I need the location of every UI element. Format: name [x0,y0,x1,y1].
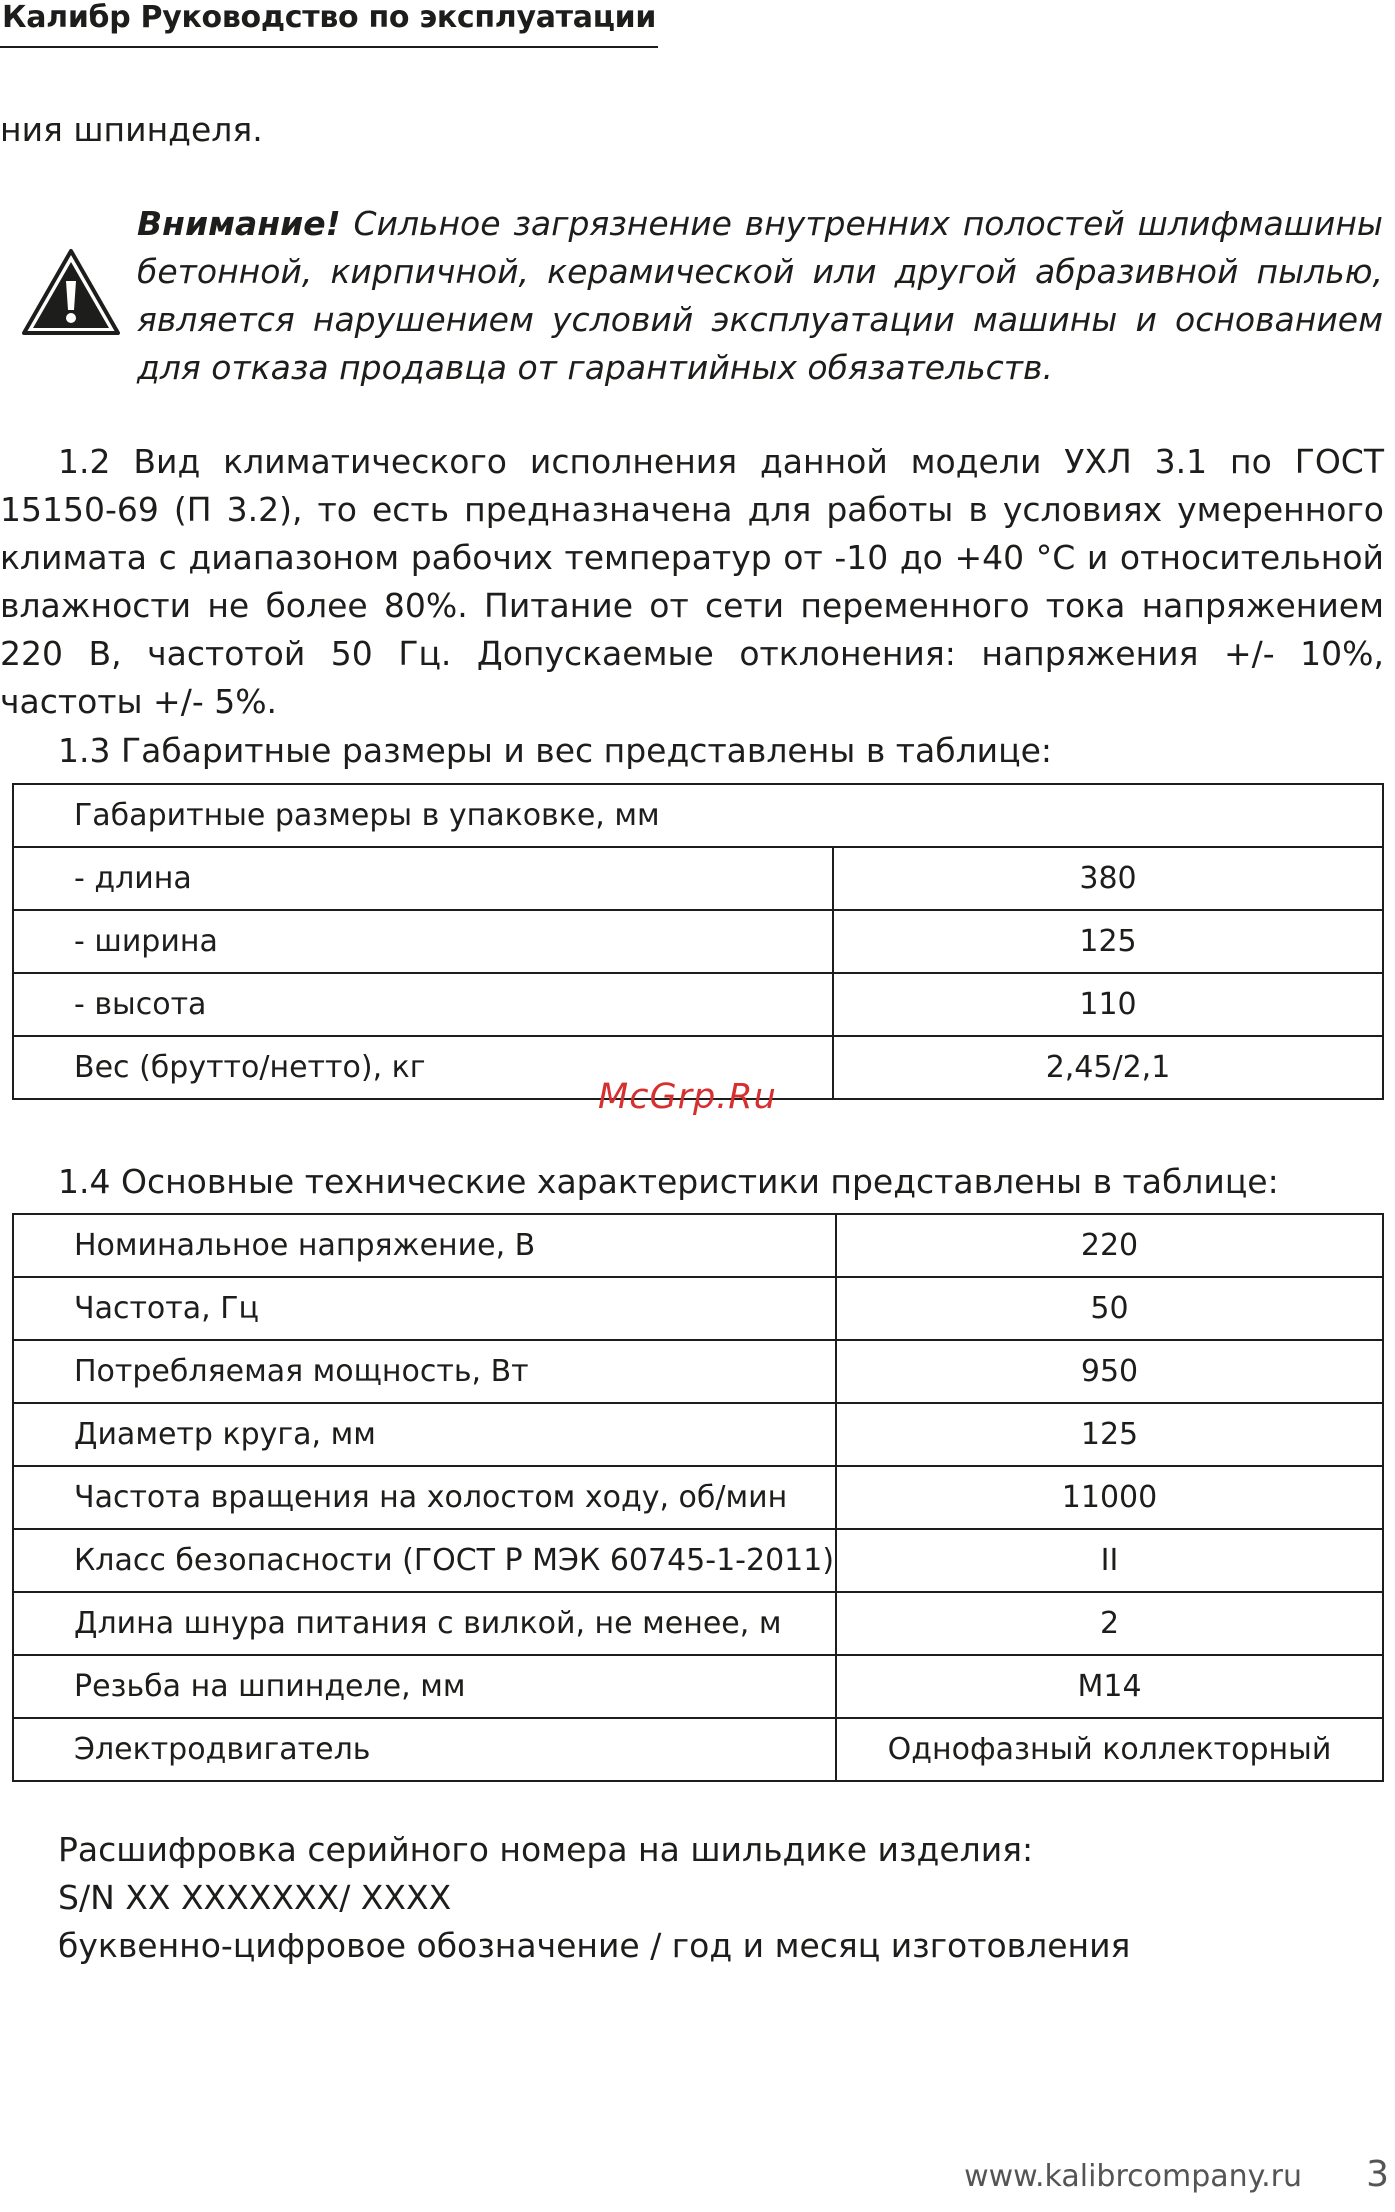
table-row [13,1403,1383,1466]
row-value: 125 [836,1403,1383,1466]
row-value: 950 [836,1340,1383,1403]
row-label: Резьба на шпинделе, мм [13,1655,836,1718]
warning-lead: Внимание! [137,204,341,243]
table-row [13,1340,1383,1403]
table-row [13,1718,1383,1781]
table-row [13,1466,1383,1529]
row-label: - ширина [13,910,833,973]
serial-line-format: S/N XX XXXXXXX/ XXXX [58,1878,452,1917]
row-value: 110 [833,973,1383,1036]
page-header [0,0,658,48]
table-1-4-caption: 1.4 Основные технические характеристики представлены в таблице: [58,1162,1279,1201]
warning-body: Сильное загрязнение внутренних полостей шлифмашины бетонной, кирпичной, керамической или другой абразивной пылью, является нарушением условий эксплуатации машины и основанием для отказа продавца от гарантийных обязательств. [137,204,1383,387]
row-value: M14 [836,1655,1383,1718]
table-row [13,1655,1383,1718]
row-label: Вес (брутто/нетто), кг [13,1036,833,1099]
table-row [13,1529,1383,1592]
row-value: 2,45/2,1 [833,1036,1383,1099]
serial-number-info [58,1826,1130,1970]
table-row [13,1592,1383,1655]
row-value: 2 [836,1592,1383,1655]
row-label: Класс безопасности (ГОСТ Р МЭК 60745-1-2011) [13,1529,836,1592]
continuation-text: ния шпинделя. [0,110,263,149]
row-value: 11000 [836,1466,1383,1529]
warning-triangle-icon [20,247,122,337]
watermark: McGrp.Ru [598,1077,777,1117]
row-label: - длина [13,847,833,910]
row-value: 220 [836,1214,1383,1277]
table-1-3-caption: 1.3 Габаритные размеры и вес представлены в таблице: [58,731,1053,770]
table-row [13,973,1383,1036]
row-label: Длина шнура питания с вилкой, не менее, м [13,1592,836,1655]
row-label: - высота [13,973,833,1036]
row-label: Потребляемая мощность, Вт [13,1340,836,1403]
row-value: II [836,1529,1383,1592]
row-value: 125 [833,910,1383,973]
row-value: Однофазный коллекторный [836,1718,1383,1781]
serial-line-title: Расшифровка серийного номера на шильдике изделия: [58,1830,1034,1869]
row-label: Электродвигатель [13,1718,836,1781]
row-label: Номинальное напряжение, В [13,1214,836,1277]
row-label: Частота вращения на холостом ходу, об/мин [13,1466,836,1529]
section-1-2-text: 1.2 Вид климатического исполнения данной модели УХЛ 3.1 по ГОСТ 15150-69 (П 3.2), то есть предназначена для работы в условиях умеренного климата с диапазоном рабочих температур от -10 до +40 °С и относительной влажности не более 80%. Питание от сети переменного тока напряжением 220 В, частотой 50 Гц. Допускаемые отклонения: напряжения +/- 10%, частоты +/- 5%. [0,442,1384,721]
dimensions-table [12,783,1384,1100]
page-number: 3 [1366,2154,1389,2195]
footer-website-link[interactable]: www.kalibrcompany.ru [964,2159,1302,2194]
table-row [13,1277,1383,1340]
row-value: 50 [836,1277,1383,1340]
table-row [13,910,1383,973]
warning-notice [137,200,1383,392]
row-value: 380 [833,847,1383,910]
table-row [13,1214,1383,1277]
header-title: Калибр Руководство по эксплуатации [2,0,657,35]
row-label: Диаметр круга, мм [13,1403,836,1466]
table-row [13,784,1383,847]
table-row [13,847,1383,910]
serial-line-description: буквенно-цифровое обозначение / год и месяц изготовления [58,1926,1131,1965]
specifications-table [12,1213,1384,1782]
table-header-cell: Габаритные размеры в упаковке, мм [13,784,1383,847]
row-label: Частота, Гц [13,1277,836,1340]
